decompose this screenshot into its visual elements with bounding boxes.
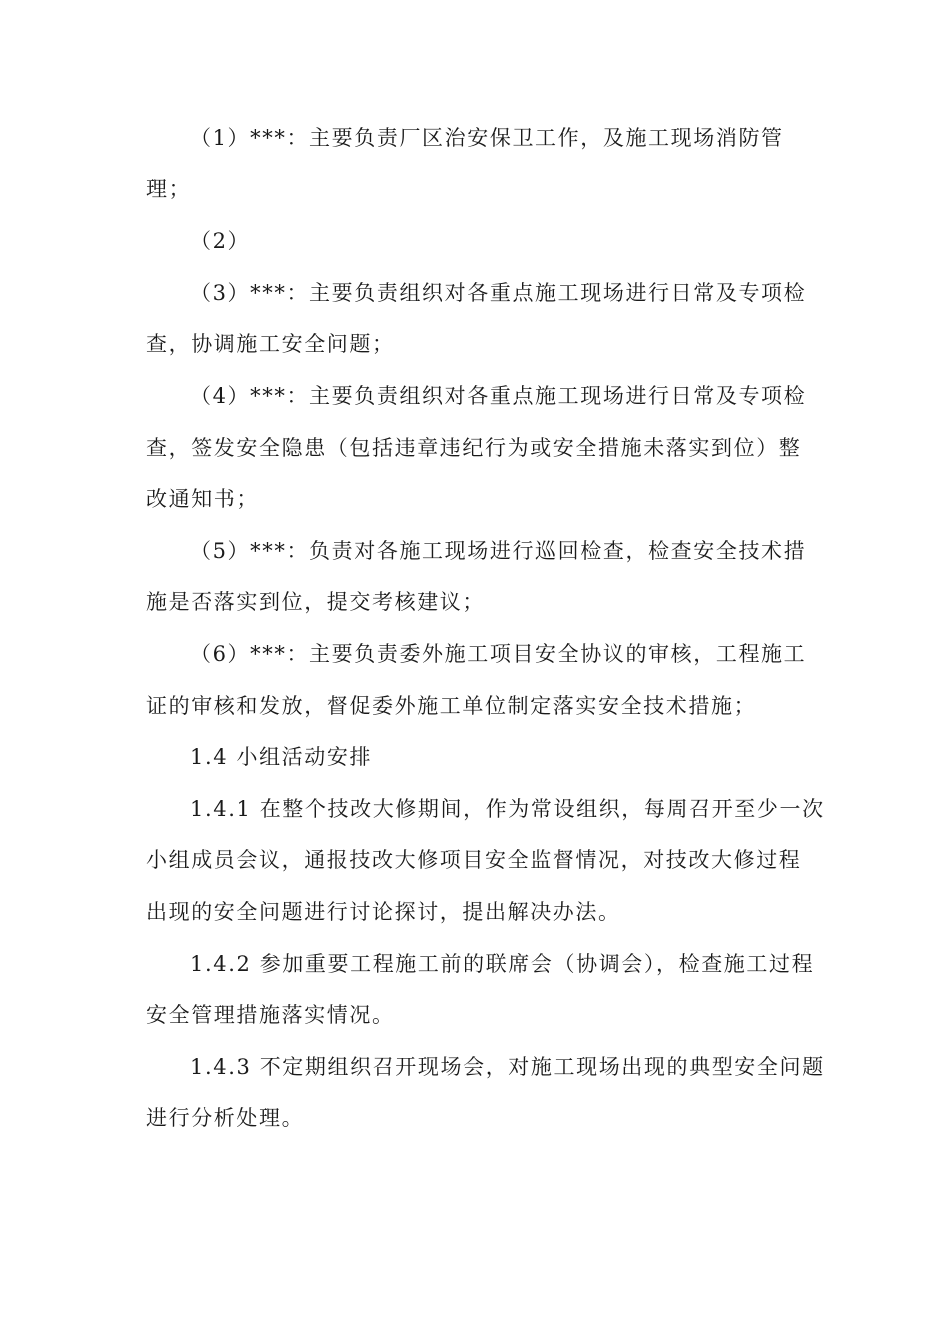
item-3-line-2: 查，协调施工安全问题； <box>146 332 395 356</box>
item-4-line-3: 改通知书； <box>146 487 259 511</box>
para-1-4-1-line-3: 出现的安全问题进行讨论探讨，提出解决办法。 <box>146 900 621 924</box>
item-4-line-1: （4）***：主要负责组织对各重点施工现场进行日常及专项检 <box>190 384 807 408</box>
para-1-4-2-line-2: 安全管理措施落实情况。 <box>146 1003 395 1027</box>
item-3-line-1: （3）***：主要负责组织对各重点施工现场进行日常及专项检 <box>190 281 807 305</box>
item-2-line-1: （2） <box>190 229 251 253</box>
para-1-4-1-line-1: 1.4.1 在整个技改大修期间，作为常设组织，每周召开至少一次 <box>190 797 825 821</box>
item-6-line-1: （6）***：主要负责委外施工项目安全协议的审核，工程施工 <box>190 642 807 666</box>
item-4-line-2: 查，签发安全隐患（包括违章违纪行为或安全措施未落实到位）整 <box>146 436 802 460</box>
item-1-line-2: 理； <box>146 177 192 201</box>
para-1-4-3-line-1: 1.4.3 不定期组织召开现场会，对施工现场出现的典型安全问题 <box>190 1055 825 1079</box>
para-1-4-3-line-2: 进行分析处理。 <box>146 1106 305 1130</box>
item-5-line-1: （5）***：负责对各施工现场进行巡回检查，检查安全技术措 <box>190 539 807 563</box>
item-5-line-2: 施是否落实到位，提交考核建议； <box>146 590 485 614</box>
item-1-line-1: （1）***：主要负责厂区治安保卫工作，及施工现场消防管 <box>190 126 784 150</box>
para-1-4-2-line-1: 1.4.2 参加重要工程施工前的联席会（协调会），检查施工过程 <box>190 952 815 976</box>
section-heading-1-4: 1.4 小组活动安排 <box>190 745 373 769</box>
item-6-line-2: 证的审核和发放，督促委外施工单位制定落实安全技术措施； <box>146 694 757 718</box>
para-1-4-1-line-2: 小组成员会议，通报技改大修项目安全监督情况，对技改大修过程 <box>146 848 802 872</box>
